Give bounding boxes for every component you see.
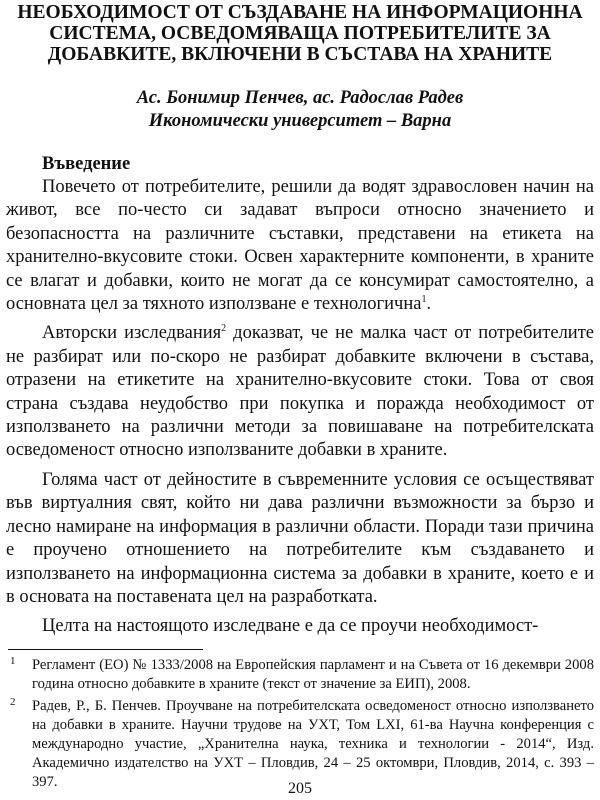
footnote-mark: 1: [10, 655, 16, 667]
paragraph: Целта на настоящото изследване е да се проучи необходимост-: [42, 616, 539, 637]
author-names: Ас. Бонимир Пенчев, ас. Радослав Радев: [136, 88, 464, 108]
author-affiliation: Икономически университет – Варна: [148, 111, 452, 131]
paragraph-text-end: .: [426, 294, 432, 315]
paragraph: [6, 322, 594, 462]
footnote-text: Регламент (ЕО) № 1333/2008 на Европейския парламент и на Съвета от 16 декември 2008 година относно добавките в храните (текст от значение за ЕИП), 2008.: [32, 657, 594, 692]
footnote-mark: 2: [10, 696, 16, 708]
footnotes: [6, 656, 594, 795]
footnote-text: Радев, Р., Б. Пенчев. Проучване на потребителската осведоменост относно използването на добавки в храните. Научни трудове на УХТ, Том LXI, 61-ва Научна конференция с международно участие, „Хранителна наука, техника и технологии - 2014“, Изд. Академично издателство на УХТ – Пловдив, 24 – 25 октомври, Пловдив, 2014, с. 393 – 397.: [32, 698, 594, 790]
paragraph-text: Авторски изследвания: [42, 323, 222, 344]
paragraph: Голяма част от дейностите в съвременните условия се осъществяват във виртуалния свят, който ни дава различни възможности за бързо и лесно намиране на информация в различни области. Поради тази причина е проучено отношението на потребителите към създаването и използването на информационна система за добавки в храните, което е и в основата на поставената цел на разработката.: [6, 469, 594, 607]
footnote-ref: 1: [421, 293, 427, 305]
page-number: 205: [288, 780, 312, 797]
section-heading-introduction: Въведение: [42, 154, 131, 174]
paragraph-text-end: доказват, че не малка част от потребителите не разбират или по-скоро не разбират добавките включени в състава, отразени на етикетите на хранително-вкусовите стоки. Това от своя страна създава неудобство при покупка и поражда необходимост от използването на различни методи за повишаване на потребителската осведоменост относно използваните добавки в храните.: [6, 323, 594, 461]
title-line: ДОБАВКИТЕ, ВКЛЮЧЕНИ В СЪСТАВА НА ХРАНИТЕ: [47, 44, 553, 65]
footnote-separator: [8, 649, 203, 650]
footnote-ref: 2: [221, 323, 227, 335]
footnote: [6, 656, 594, 694]
paragraph: [6, 176, 594, 316]
title-line: СИСТЕМА, ОСВЕДОМЯВАЩА ПОТРЕБИТЕЛИТЕ ЗА: [49, 23, 551, 44]
paragraph-text: Повечето от потребителите, решили да водят здравословен начин на живот, все по-често си задават въпроси относно значението и безопасността на различните съставки, представени на етикета на хранително-вкусовите стоки. Освен характерните компоненти, в храните се влагат и добавки, които не могат да се консумират самостоятелно, а основната цел за тяхното използване е технологична: [6, 177, 594, 315]
title-line: НЕОБХОДИМОСТ ОТ СЪЗДАВАНЕ НА ИНФОРМАЦИОННА: [17, 2, 583, 23]
footnote: [6, 697, 594, 792]
author-block: [6, 87, 594, 133]
paper-title: [6, 2, 594, 65]
body-text: [6, 176, 594, 639]
